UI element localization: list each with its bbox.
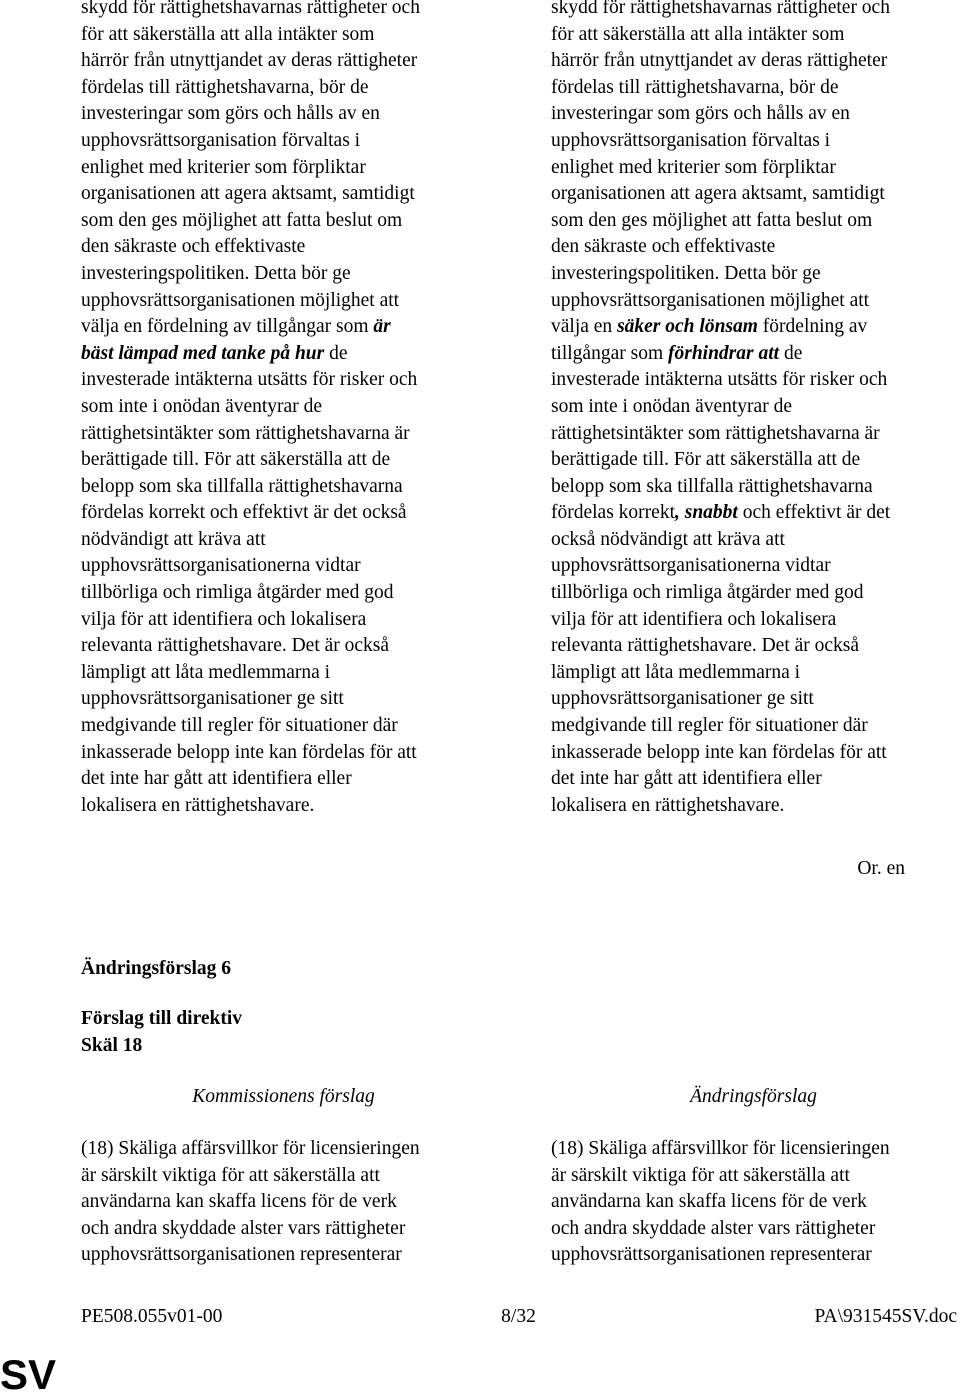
text-line: upphovsrättsorganisationer ge sitt: [81, 688, 344, 710]
text-line: den säkraste och effektivaste: [551, 236, 776, 258]
text-line: användarna kan skaffa licens för de verk: [81, 1191, 397, 1213]
text-segment: fördelas korrekt: [551, 502, 675, 524]
text-line: skydd för rättighetshavarnas rättigheter och: [551, 0, 890, 18]
text-segment: fördelning av: [757, 316, 868, 338]
text-line: skydd för rättighetshavarnas rättigheter och: [81, 0, 420, 18]
text-line: rättighetsintäkter som rättighetshavarna är: [551, 422, 880, 444]
text-line: härrör från utnyttjandet av deras rättigheter: [81, 50, 418, 72]
text-line: som den ges möjlighet att fatta beslut om: [81, 209, 403, 231]
text-line: [81, 341, 486, 368]
text-line: vilja för att identifiera och lokalisera: [81, 608, 367, 630]
text-line: belopp som ska tillfalla rättighetshavarna: [551, 475, 873, 497]
text-line: som inte i onödan äventyrar de: [551, 395, 792, 417]
emphasized-text: bäst lämpad med tanke på hur: [81, 342, 325, 364]
amendment-text: [551, 1136, 956, 1269]
text-line: berättigade till. För att säkerställa att de: [551, 449, 861, 471]
text-line: upphovsrättsorganisationen representerar: [81, 1244, 402, 1266]
text-line: medgivande till regler för situationer där: [81, 715, 398, 737]
text-line: som den ges möjlighet att fatta beslut om: [551, 209, 873, 231]
text-segment: välja en: [551, 316, 618, 338]
text-line: tillbörliga och rimliga åtgärder med god: [81, 582, 394, 604]
recital-heading: Skäl 18: [81, 1035, 143, 1056]
text-line: tillbörliga och rimliga åtgärder med god: [551, 582, 864, 604]
text-line: upphovsrättsorganisationer ge sitt: [551, 688, 814, 710]
text-line: upphovsrättsorganisationerna vidtar: [551, 555, 831, 577]
emphasized-text: , snabbt: [675, 502, 738, 524]
emphasized-text: förhindrar att: [667, 342, 780, 364]
text-line: relevanta rättighetshavare. Det är också: [551, 635, 860, 657]
text-line: [81, 314, 486, 341]
text-line: den säkraste och effektivaste: [81, 236, 306, 258]
text-line: inkasserade belopp inte kan fördelas för att: [551, 741, 887, 763]
text-line: det inte har gått att identifiera eller: [551, 768, 822, 790]
text-line: berättigade till. För att säkerställa att de: [81, 449, 391, 471]
text-line: fördelas korrekt och effektivt är det också: [81, 502, 407, 524]
text-line: inkasserade belopp inte kan fördelas för att: [81, 741, 417, 763]
text-line: fördelas till rättighetshavarna, bör de: [81, 76, 369, 98]
amendment-column-header: Ändringsförslag: [690, 1086, 817, 1107]
text-line: som inte i onödan äventyrar de: [81, 395, 322, 417]
footer-file-name: PA\931545SV.doc: [814, 1306, 957, 1327]
text-line: organisationen att agera aktsamt, samtidigt: [551, 183, 885, 205]
text-line: organisationen att agera aktsamt, samtidigt: [81, 183, 415, 205]
text-segment: välja en fördelning av tillgångar som: [81, 316, 374, 338]
text-line: är särskilt viktiga för att säkerställa att: [81, 1164, 380, 1186]
text-line: användarna kan skaffa licens för de verk: [551, 1191, 867, 1213]
text-segment: de: [779, 342, 803, 364]
text-line: lokalisera en rättighetshavare.: [551, 794, 785, 816]
text-line: lämpligt att låta medlemmarna i: [81, 661, 331, 683]
text-line: belopp som ska tillfalla rättighetshavarna: [81, 475, 403, 497]
text-line: relevanta rättighetshavare. Det är också: [81, 635, 390, 657]
text-line: upphovsrättsorganisationerna vidtar: [81, 555, 361, 577]
proposal-heading: Förslag till direktiv: [81, 1008, 243, 1029]
commission-proposal-header: Kommissionens förslag: [192, 1086, 375, 1107]
text-line: enlighet med kriterier som förpliktar: [81, 156, 366, 178]
text-line: upphovsrättsorganisation förvaltas i: [551, 129, 831, 151]
text-line: investeringspolitiken. Detta bör ge: [81, 262, 351, 284]
text-line: upphovsrättsorganisationen möjlighet att: [81, 289, 400, 311]
language-code: SV: [0, 1351, 57, 1398]
right-column-text: [551, 0, 956, 819]
text-line: medgivande till regler för situationer där: [551, 715, 868, 737]
text-line: investeringspolitiken. Detta bör ge: [551, 262, 821, 284]
text-line: också nödvändigt att kräva att: [551, 528, 785, 550]
original-language-note: Or. en: [857, 858, 905, 879]
text-line: [551, 314, 956, 341]
text-line: enlighet med kriterier som förpliktar: [551, 156, 836, 178]
text-line: rättighetsintäkter som rättighetshavarna är: [81, 422, 410, 444]
text-line: investerade intäkterna utsätts för risker och: [81, 369, 418, 391]
amendment-title: Ändringsförslag 6: [81, 958, 232, 979]
text-line: investeringar som görs och hålls av en: [551, 103, 850, 125]
text-line: lämpligt att låta medlemmarna i: [551, 661, 801, 683]
text-line: fördelas till rättighetshavarna, bör de: [551, 76, 839, 98]
text-line: upphovsrättsorganisationen representerar: [551, 1244, 872, 1266]
text-line: (18) Skäliga affärsvillkor för licensieringen: [81, 1138, 420, 1159]
text-line: [551, 341, 956, 368]
text-segment: tillgångar som: [551, 342, 668, 364]
left-column-text: [81, 0, 486, 819]
text-line: och andra skyddade alster vars rättigheter: [551, 1217, 876, 1239]
text-line: lokalisera en rättighetshavare.: [81, 794, 315, 816]
emphasized-text: är: [373, 316, 391, 338]
text-line: vilja för att identifiera och lokalisera: [551, 608, 837, 630]
text-line: investerade intäkterna utsätts för risker och: [551, 369, 888, 391]
commission-proposal-text: [81, 1136, 486, 1269]
footer-page-number: 8/32: [501, 1306, 536, 1327]
text-line: (18) Skäliga affärsvillkor för licensieringen: [551, 1138, 890, 1159]
footer-doc-ref: PE508.055v01-00: [81, 1306, 223, 1327]
text-line: [551, 500, 956, 527]
text-line: investeringar som görs och hålls av en: [81, 103, 380, 125]
text-line: upphovsrättsorganisation förvaltas i: [81, 129, 361, 151]
text-segment: och effektivt är det: [737, 502, 891, 524]
text-line: och andra skyddade alster vars rättigheter: [81, 1217, 406, 1239]
emphasized-text: säker och lönsam: [617, 316, 758, 338]
text-line: det inte har gått att identifiera eller: [81, 768, 352, 790]
text-line: upphovsrättsorganisationen möjlighet att: [551, 289, 870, 311]
text-line: för att säkerställa att alla intäkter som: [551, 23, 845, 45]
text-line: nödvändigt att kräva att: [81, 528, 266, 550]
text-line: härrör från utnyttjandet av deras rättigheter: [551, 50, 888, 72]
text-line: är särskilt viktiga för att säkerställa att: [551, 1164, 850, 1186]
text-line: för att säkerställa att alla intäkter som: [81, 23, 375, 45]
text-segment: de: [324, 342, 348, 364]
